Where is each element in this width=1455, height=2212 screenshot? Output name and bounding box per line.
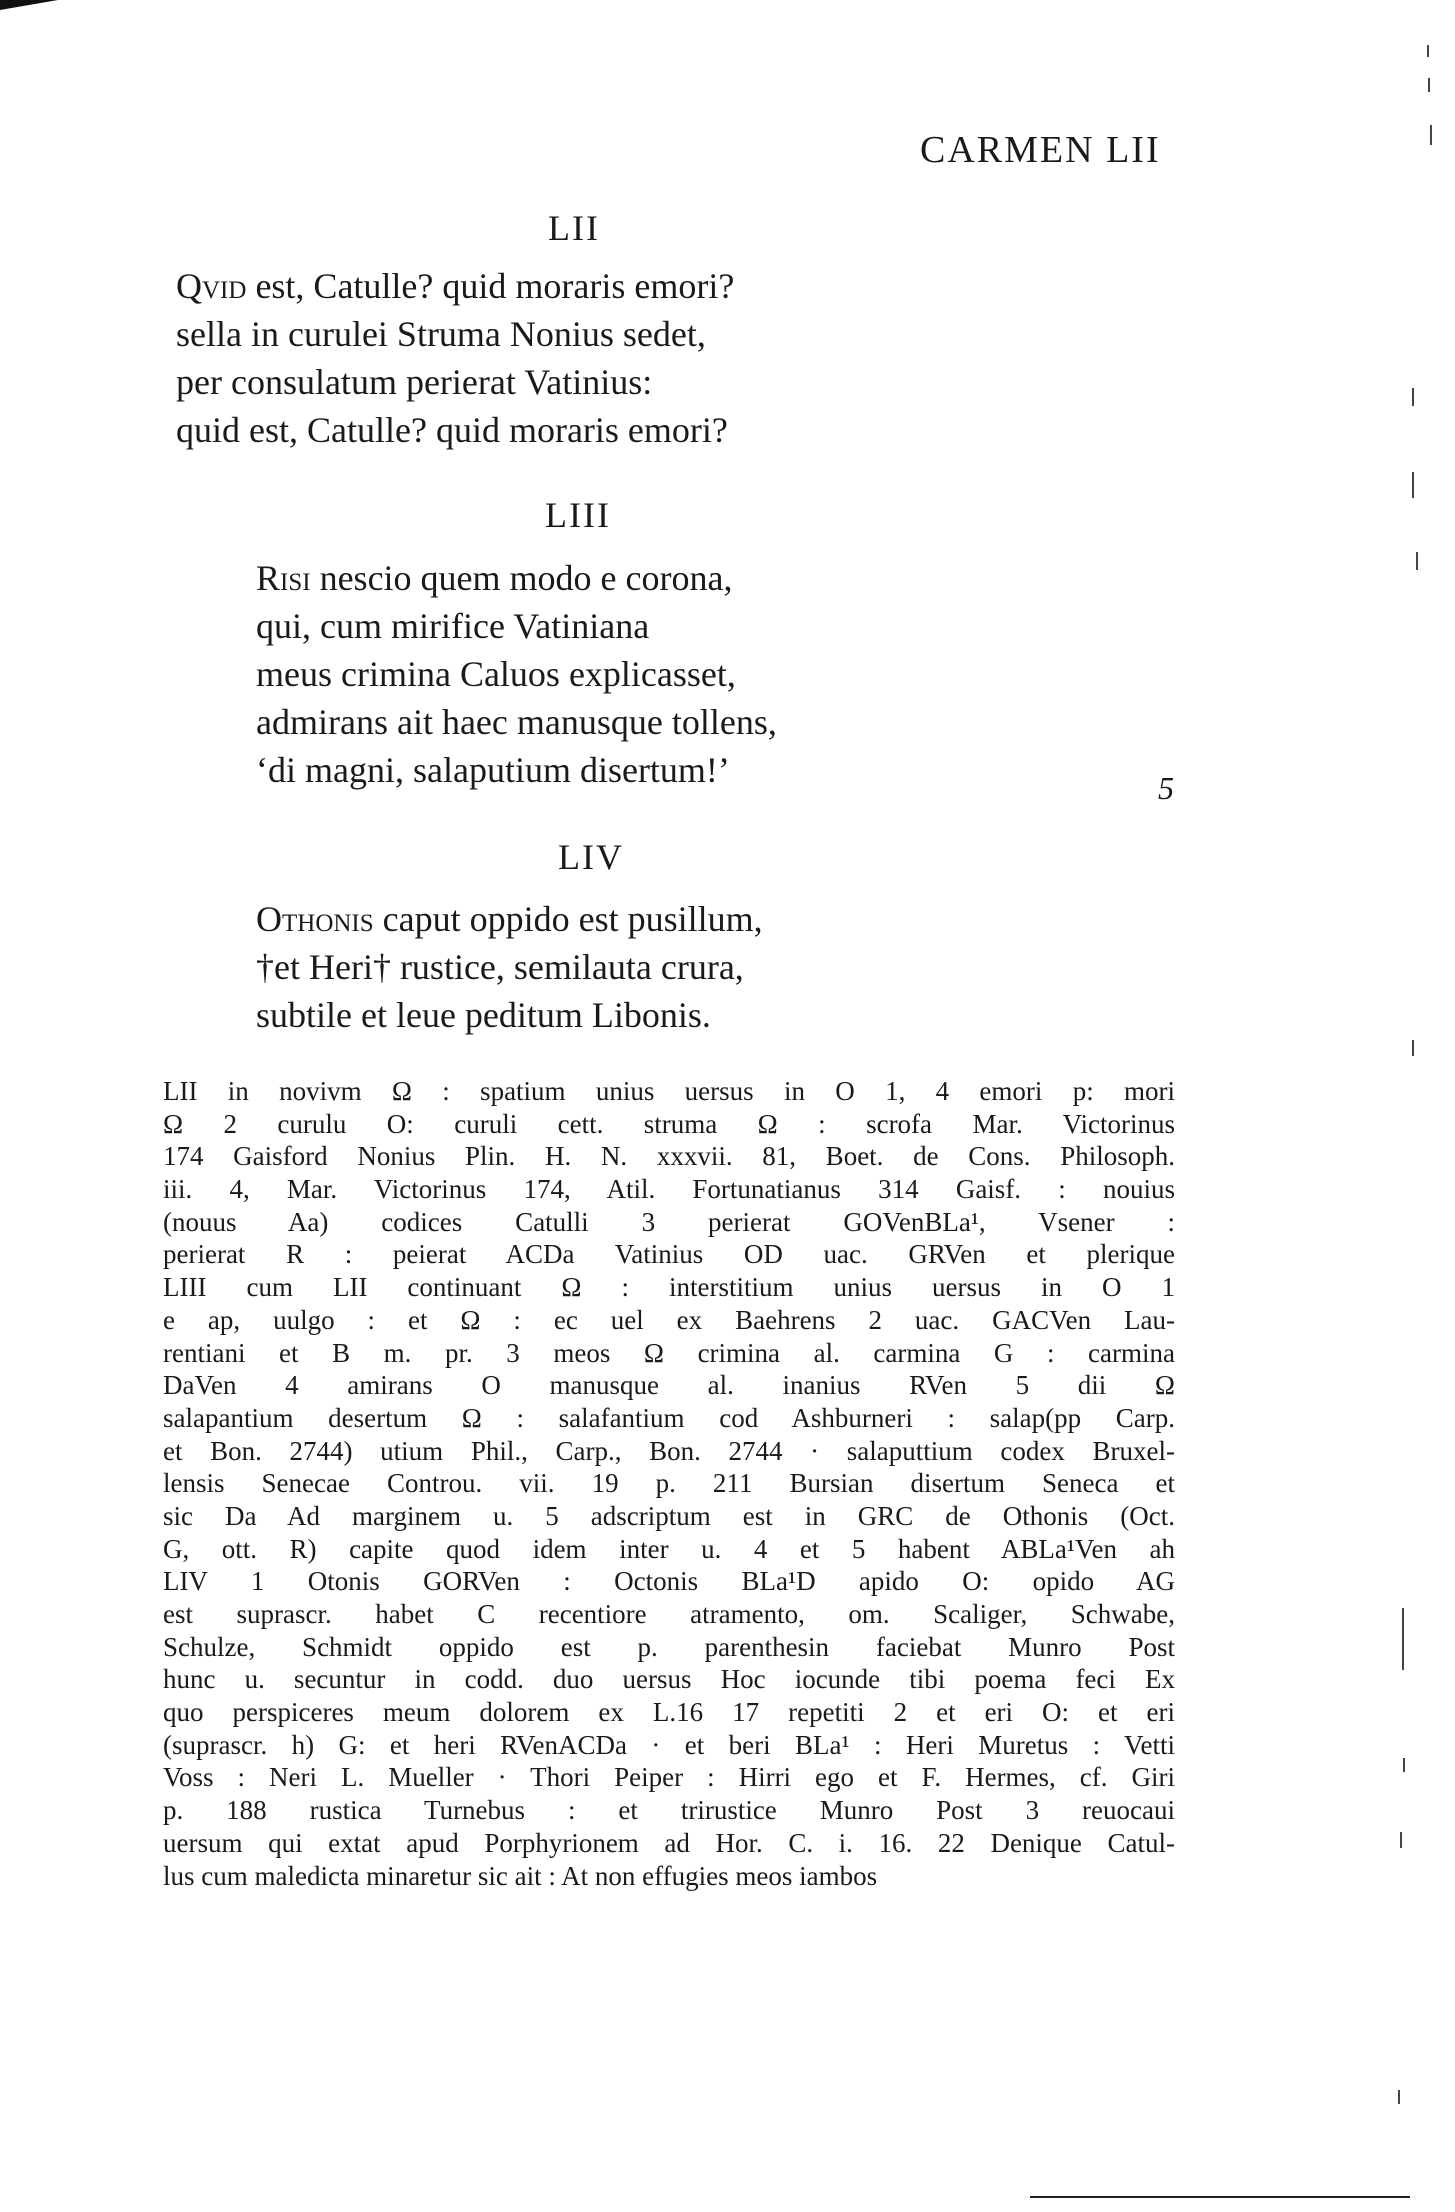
apparatus-line: rentiani et B m. pr. 3 meos Ω crimina al. carmina G : carmina: [163, 1337, 1175, 1368]
verse-line: [176, 262, 734, 310]
apparatus-line: salapantium desertum Ω : salafantium cod Ashburneri : salap(pp Carp.: [163, 1402, 1175, 1433]
verse-text: ‘di magni, salaputium disertum!’: [256, 750, 730, 790]
footer-rule: [1030, 2196, 1410, 2198]
verse-line: [256, 650, 777, 698]
apparatus-line: perierat R : peierat ACDa Vatinius OD uac. GRVen et plerique: [163, 1239, 1175, 1270]
scan-mark: [1398, 2090, 1400, 2104]
verse-line: [176, 406, 734, 454]
verse-text: subtile et leue peditum Libonis.: [256, 995, 711, 1035]
scan-mark: [1412, 1040, 1414, 1056]
incipit: Othonis: [256, 899, 374, 939]
apparatus-line: sic Da Ad marginem u. 5 adscriptum est in GRC de Othonis (Oct.: [163, 1500, 1175, 1531]
apparatus-line: LIV 1 Otonis GORVen : Octonis BLa¹D apido O: opido AG: [163, 1566, 1175, 1597]
verse-line: [256, 991, 763, 1039]
apparatus-line: Voss : Neri L. Mueller · Thori Peiper : Hirri ego et F. Hermes, cf. Giri: [163, 1762, 1175, 1793]
apparatus-line: 174 Gaisford Nonius Plin. H. N. xxxvii. 81, Boet. de Cons. Philosoph.: [163, 1141, 1175, 1172]
scan-mark: [1428, 78, 1430, 92]
apparatus-line: G, ott. R) capite quod idem inter u. 4 et 5 habent ABLa¹Ven ah: [163, 1533, 1175, 1564]
scan-mark: [1416, 552, 1418, 570]
verse-line: [256, 895, 763, 943]
poem-heading-liv: LIV: [558, 837, 624, 877]
verse-line: [256, 746, 777, 794]
apparatus-line: (nouus Aa) codices Catulli 3 perierat GOVenBLa¹, Vsener :: [163, 1206, 1175, 1237]
apparatus-line: (suprascr. h) G: et heri RVenACDa · et beri BLa¹ : Heri Muretus : Vetti: [163, 1729, 1175, 1760]
verse-line: [176, 310, 734, 358]
verse-text: admirans ait haec manusque tollens,: [256, 702, 777, 742]
verse-text: per consulatum perierat Vatinius:: [176, 362, 653, 402]
apparatus-line: Schulze, Schmidt oppido est p. parenthesin faciebat Munro Post: [163, 1631, 1175, 1662]
incipit: Risi: [256, 558, 311, 598]
verse-text: meus crimina Caluos explicasset,: [256, 654, 736, 694]
corner-mark: [0, 0, 58, 10]
verse-line: [256, 943, 763, 991]
apparatus-line: quo perspiceres meum dolorem ex L.16 17 repetiti 2 et eri O: et eri: [163, 1697, 1175, 1728]
scan-mark: [1427, 45, 1429, 57]
verse-text: †et Heri† rustice, semilauta crura,: [256, 947, 744, 987]
scan-mark: [1430, 125, 1432, 145]
poem-lii-verse: [176, 262, 734, 454]
apparatus-line: hunc u. secuntur in codd. duo uersus Hoc iocunde tibi poema feci Ex: [163, 1664, 1175, 1695]
scan-mark: [1412, 388, 1414, 406]
apparatus-line: LII in novivm Ω : spatium unius uersus in O 1, 4 emori p: mori: [163, 1076, 1175, 1106]
apparatus-line: e ap, uulgo : et Ω : ec uel ex Baehrens 2 uac. GACVen Lau-: [163, 1304, 1175, 1335]
scan-mark: [1402, 1608, 1404, 1670]
apparatus-line: et Bon. 2744) utium Phil., Carp., Bon. 2744 · salaputtium codex Bruxel-: [163, 1435, 1175, 1466]
verse-line: [256, 698, 777, 746]
verse-number: 5: [1158, 770, 1174, 806]
verse-text: qui, cum mirifice Vatiniana: [256, 606, 650, 646]
apparatus-line: est suprascr. habet C recentiore atramento, om. Scaliger, Schwabe,: [163, 1599, 1175, 1629]
apparatus-line: p. 188 rustica Turnebus : et trirustice Munro Post 3 reuocaui: [163, 1795, 1175, 1826]
apparatus-line: Ω 2 curulu O: curuli cett. struma Ω : scrofa Mar. Victorinus: [163, 1108, 1175, 1139]
verse-text: est, Catulle? quid moraris emori?: [246, 266, 735, 306]
verse-line: [256, 554, 777, 602]
poem-liii-verse: [256, 554, 777, 794]
apparatus-line: iii. 4, Mar. Victorinus 174, Atil. Fortunatianus 314 Gaisf. : nouius: [163, 1174, 1175, 1205]
verse-text: sella in curulei Struma Nonius sedet,: [176, 314, 706, 354]
verse-text: quid est, Catulle? quid moraris emori?: [176, 410, 728, 450]
verse-text: nescio quem modo e corona,: [310, 558, 733, 598]
apparatus-line: LIII cum LII continuant Ω : interstitium unius uersus in O 1: [163, 1272, 1175, 1303]
scan-mark: [1412, 472, 1414, 498]
verse-line: [176, 358, 734, 406]
apparatus-line: lensis Senecae Controu. vii. 19 p. 211 Bursian disertum Seneca et: [163, 1468, 1175, 1499]
apparatus-line: uersum qui extat apud Porphyrionem ad Hor. C. i. 16. 22 Denique Catul-: [163, 1827, 1175, 1858]
scan-mark: [1403, 1758, 1405, 1772]
poem-liv-verse: [256, 895, 763, 1039]
incipit: Qvid: [176, 266, 247, 306]
running-head: CARMEN LII: [920, 129, 1161, 171]
critical-apparatus: [163, 1075, 1175, 1892]
verse-line: [256, 602, 777, 650]
poem-heading-lii: LII: [548, 208, 600, 248]
apparatus-line: lus cum maledicta minaretur sic ait : At non effugies meos iambos: [163, 1860, 878, 1891]
poem-heading-liii: LIII: [545, 495, 611, 535]
apparatus-line: DaVen 4 amirans O manusque al. inanius RVen 5 dii Ω: [163, 1370, 1175, 1401]
verse-text: caput oppido est pusillum,: [373, 899, 763, 939]
scan-mark: [1400, 1832, 1402, 1848]
